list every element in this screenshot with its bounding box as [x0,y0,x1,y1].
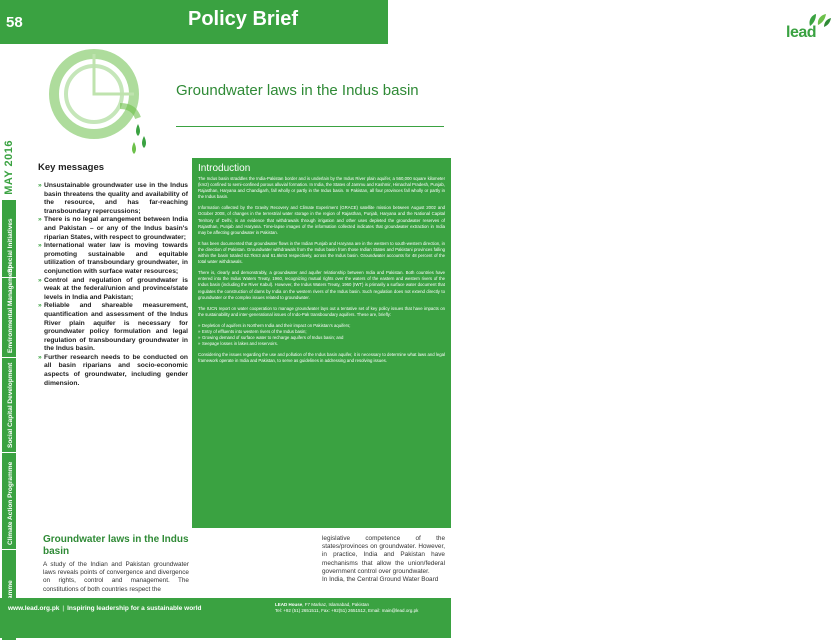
lead-logo[interactable] [780,12,834,44]
key-messages-box [31,158,192,492]
intro-bullets [198,323,445,347]
intro-paragraph: The IUCN report on water cooperation to manage groundwater lays out a tentative set of key policy issues that have impacts on the sustainability and inter-generational issues of Indo-Pak transboundary aquifers. These are, briefly: [198,305,445,317]
intro-bullet: » Growing demand of surface water to recharge aquifers of Indus basin; and [198,335,445,341]
header-bar [0,0,451,44]
key-message-item: » Control and regulation of groundwater is weak at the federal/union and province/state levels in India and Pakistan; [38,277,188,303]
key-message-item: » International water law is moving towards promoting sustainable and equitable utilization of transboundary groundwater, in conjunction with surface water resources; [38,242,188,276]
intro-paragraph: Information collected by the Gravity Recovery and Climate Experiment (GRACE) satellite mission between August 2002 and October 2008, of changes in the terrestrial water storage in the region of Rajasthan, Punjab, Haryana and the National Capital Territory of Delhi, is an evidence that withdrawals through irrigation and other uses depleted the groundwater reserves of Rajasthan, Punjab and Haryana. Time-lapse images of the information collected indicates that groundwater extraction in India may be affecting groundwater in Pakistan. [198,205,445,235]
section-heading: Groundwater laws in the Indus basin [43,534,189,557]
page-title: Groundwater laws in the Indus basin [176,82,419,99]
issue-date: MAY 2016 [3,140,15,195]
intro-paragraph: Considering the issues regarding the use and pollution of the Indus basin aquifer, it is necessary to determine what laws and legal framework operate in India and Pakistan, to serve as guidelines in addressing and resolving issues. [198,352,445,364]
key-message-item: » Reliable and shareable measurement, quantification and assessment of the Indus River plain aquifer is necessary for groundwater policy formulation and legal regulation of transboundary groundwater in the Indus basin. [38,302,188,354]
tab-social-capital-development[interactable]: Social Capital Development [2,358,16,453]
section-column-2-paragraph: In India, the Central Ground Water Board [322,576,439,583]
tagline: Inspiring leadership for a sustainable world [67,605,202,612]
tab-special-initiatives[interactable]: Special Initiatives [2,200,16,278]
intro-paragraph: It has been documented that groundwater flows in the Indian Punjab and Haryana are in the western to south-western direction, in the direction of Pakistan. Groundwater withdrawals from the Indus basin from those Indian States and Pakistani provinces falling within the basin totaled 62.7km3 and 61.6km3 respectively, across the Indus basin. Groundwater accounts for 48 percent of the total water withdrawals. [198,240,445,265]
programme-tabs [2,200,16,640]
issue-number: 58 [6,14,23,31]
title-divider [176,126,444,127]
key-messages-list [38,182,188,388]
footer-contact [275,602,447,614]
logo-box [388,0,817,48]
intro-bullet: » Seepage losses in lakes and reservoirs. [198,341,445,347]
intro-paragraph: The Indus basin straddles the India-Pakistan border and is underlain by the Indus River plain aquifer, a 560,000 square kilometer (km2) confined to semi-confined porous alluvial formation. In India, the States of Jammu and Kashmir, Himachal Pradesh, Punjab, Rajasthan, Haryana and Chandigarh, fall wholly or partly in the Indus basin. In Pakistan, all four provinces fall wholly or partly in the Indus basin. [198,176,445,200]
key-message-item: » Unsustainable groundwater use in the Indus basin threatens the quality and availability of the resource, and has far-reaching transboundary repercussions; [38,182,188,216]
introduction-body [198,176,445,369]
intro-bullet: » Entry of effluents into western rivers of the Indus basin; [198,329,445,335]
section-column-1: A study of the Indian and Pakistan groundwater laws reveals points of convergence and divergence on rights, control and management. The constitutions of both countries respect the [43,561,189,593]
website-link[interactable]: www.lead.org.pk [8,605,60,612]
brief-title: Policy Brief [188,8,299,30]
intro-bullet: » Depletion of aquifers in Northern India and their impact on Pakistan's aquifers; [198,323,445,329]
footer-bar [0,598,451,638]
water-tap-illustration [34,46,182,158]
section-column-2-paragraph: legislative competence of the states/provinces on groundwater. However, in practice, India and Pakistan have mechanisms that allow the union/federal government control over groundwater. [322,535,445,575]
contact-details: Tel: +92 (51) 2651511, Fax: +92(51) 2651512, Email: main@lead.org.pk [275,608,419,613]
key-message-item: » There is no legal arrangement between India and Pakistan – or any of the Indus basin's riparian States, with respect to groundwater; [38,216,188,242]
introduction-panel [192,158,451,528]
logo-text: lead [786,24,817,41]
key-message-item: » Further research needs to be conducted on all basin riparians and socio-economic aspects of groundwater, including gender dimension. [38,354,188,388]
address: , F7 Markaz, Islamabad, Pakistan [302,602,370,607]
introduction-heading: Introduction [198,163,251,174]
tab-climate-action-programme[interactable]: Climate Action Programme [2,453,16,550]
address-name: LEAD House [275,602,303,607]
tab-environmental-management[interactable]: Environmental Management [2,278,16,358]
intro-paragraph: There is, clearly and demonstrably, a groundwater and aquifer relationship between India and Pakistan. Both countries have entered into the Indus Waters Treaty, 1960, recognizing mutual rights over the waters of the eastern and western rivers of the Indus basin (including the River Kabul). However, the Indus Waters Treaty, 1960 (IWT) is primarily a surface water document that regulates the construction of dams by India on the western rivers of the Indus basin. Such regulation does not extend directly to groundwater or the complex issues related to groundwater. [198,270,445,300]
left-strip [0,44,31,598]
footer-left: www.lead.org.pk | Inspiring leadership for a sustainable world [8,605,202,612]
key-messages-heading: Key messages [38,162,105,173]
